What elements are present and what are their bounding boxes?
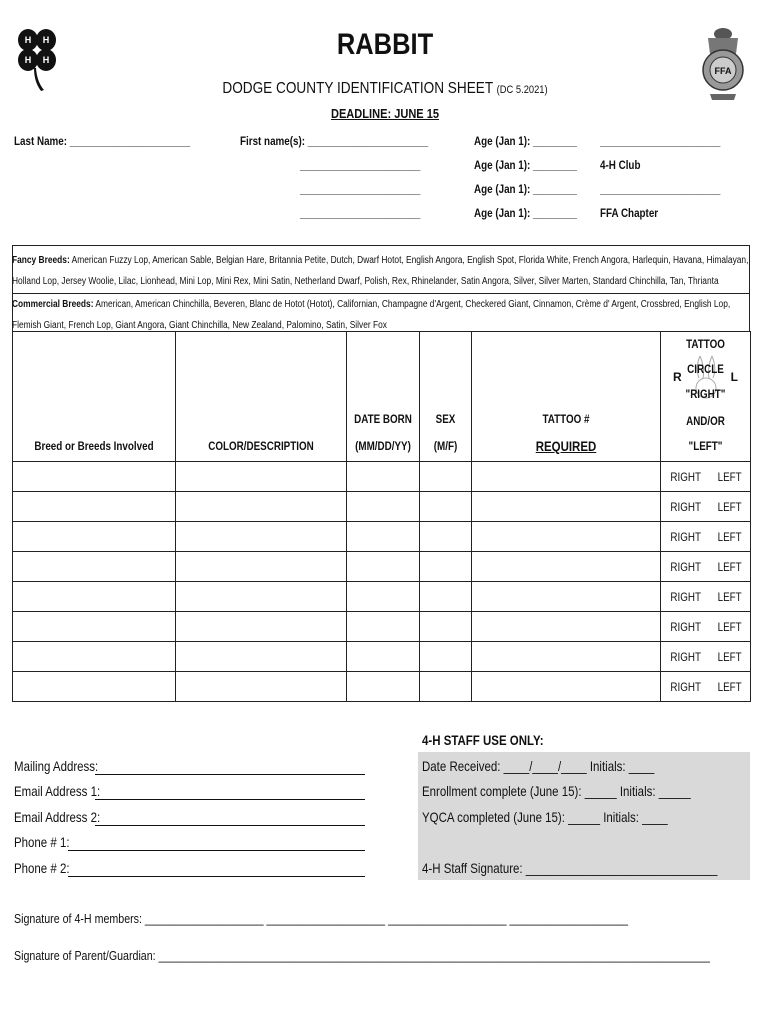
commercial-breeds xyxy=(12,294,750,336)
parent-signature-field[interactable]: Signature of Parent/Guardian: _____________________________________________________________________________________________ xyxy=(14,948,710,963)
table-row: RIGHT LEFT xyxy=(13,522,751,552)
rabbit-table xyxy=(12,331,751,702)
fancy-breeds-label: Fancy Breeds: xyxy=(12,255,70,266)
staff-signature-field[interactable]: 4-H Staff Signature: ______________________________ xyxy=(422,860,718,876)
svg-text:H: H xyxy=(24,55,32,65)
age-field-4[interactable]: Age (Jan 1): ________ xyxy=(474,206,577,220)
phone-1-field[interactable]: Phone # 1: xyxy=(14,834,70,850)
commercial-breeds-list: American, American Chinchilla, Beveren, Blanc de Hotot (Hotot), Californian, Champagne d'Argent, Checkered Giant, Cinnamon, Crème d' Argent, Crossbred, English Lop, Flemish Giant, French Lop, Giant Angora, Giant Chinchilla, New Zealand, Palomino, Satin, Silver Fox xyxy=(12,299,731,331)
4h-clover-logo xyxy=(14,26,60,92)
tattoo-diagram-title: TATTOO xyxy=(686,337,725,351)
table-header-row xyxy=(13,332,751,462)
first-name-field-4[interactable]: ______________________ xyxy=(300,206,421,220)
club-label: 4-H Club xyxy=(600,158,641,172)
table-row: RIGHT LEFT xyxy=(13,552,751,582)
date-received-field[interactable]: Date Received: ____/____/____ Initials: ____ xyxy=(422,758,655,774)
mailing-address-line[interactable] xyxy=(95,774,365,775)
page-title: RABBIT xyxy=(336,28,434,61)
svg-text:FFA: FFA xyxy=(714,66,732,76)
first-name-field-1[interactable]: First name(s): ______________________ xyxy=(240,134,429,148)
table-row: RIGHT LEFT xyxy=(13,462,751,492)
chapter-label: FFA Chapter xyxy=(600,206,659,220)
col-tattoo-header: TATTOO # REQUIRED xyxy=(472,332,661,462)
mailing-address-field[interactable]: Mailing Address: xyxy=(14,758,99,774)
svg-text:H: H xyxy=(24,35,32,45)
col-circle-header: TATTOO R L CIRCLE "RIGHT" AND/OR "LEFT" xyxy=(661,332,751,462)
table-row: RIGHT LEFT xyxy=(13,642,751,672)
email-2-field[interactable]: Email Address 2: xyxy=(14,809,101,825)
col-color-header: COLOR/DESCRIPTION xyxy=(176,332,347,462)
commercial-breeds-label: Commercial Breeds: xyxy=(12,299,94,310)
table-row: RIGHT LEFT xyxy=(13,492,751,522)
age-field-2[interactable]: Age (Jan 1): ________ xyxy=(474,158,577,172)
ear-left-label: L xyxy=(730,370,738,384)
table-row: RIGHT LEFT xyxy=(13,672,751,702)
staff-use-title: 4-H STAFF USE ONLY: xyxy=(422,732,544,748)
col-date-header: DATE BORN (MM/DD/YY) xyxy=(347,332,420,462)
first-name-field-3[interactable]: ______________________ xyxy=(300,182,421,196)
breeds-divider xyxy=(12,293,750,294)
last-name-field[interactable]: Last Name: ______________________ xyxy=(14,134,191,148)
fancy-breeds-list: American Fuzzy Lop, American Sable, Belgian Hare, Britannia Petite, Dutch, Dwarf Hotot, English Angora, English Spot, Florida White, French Angora, Harlequin, Havana, Himalayan, Holland Lop, Jersey Woolie, Lilac, Lionhead, Mini Lop, Mini Rex, Mini Satin, Netherland Dwarf, Polish, Rex, Rhinelander, Satin Angora, Silver, Silver Marten, Standard Chinchilla, Tan, Thrianta xyxy=(12,255,749,287)
required-text: REQUIRED xyxy=(535,438,597,454)
col-sex-header: SEX (M/F) xyxy=(420,332,472,462)
svg-text:H: H xyxy=(42,35,50,45)
yqca-field[interactable]: YQCA completed (June 15): _____ Initials: ____ xyxy=(422,809,668,825)
first-name-field-2[interactable]: ______________________ xyxy=(300,158,421,172)
enrollment-field[interactable]: Enrollment complete (June 15): _____ Initials: _____ xyxy=(422,783,691,799)
phone-1-line[interactable] xyxy=(68,850,365,851)
age-field-3[interactable]: Age (Jan 1): ________ xyxy=(474,182,577,196)
email-1-field[interactable]: Email Address 1: xyxy=(14,783,101,799)
email-2-line[interactable] xyxy=(95,825,365,826)
age-field-1[interactable]: Age (Jan 1): ________ xyxy=(474,134,577,148)
table-row: RIGHT LEFT xyxy=(13,582,751,612)
phone-2-field[interactable]: Phone # 2: xyxy=(14,860,70,876)
fancy-breeds xyxy=(12,250,750,292)
member-signatures-field[interactable]: Signature of 4-H members: ____________________ ____________________ ____________________ ____________________ xyxy=(14,911,629,926)
svg-text:H: H xyxy=(42,55,50,65)
deadline-text: DEADLINE: JUNE 15 xyxy=(330,106,440,121)
table-row: RIGHT LEFT xyxy=(13,612,751,642)
phone-2-line[interactable] xyxy=(68,876,365,877)
club-field[interactable]: ______________________ xyxy=(600,134,721,148)
ear-right-label: R xyxy=(673,370,682,384)
page-subtitle: DODGE COUNTY IDENTIFICATION SHEET (DC 5.2021) xyxy=(222,80,548,97)
form-code: (DC 5.2021) xyxy=(496,84,548,96)
chapter-field[interactable]: ______________________ xyxy=(600,182,721,196)
col-breed-header: Breed or Breeds Involved xyxy=(13,332,176,462)
email-1-line[interactable] xyxy=(95,799,365,800)
